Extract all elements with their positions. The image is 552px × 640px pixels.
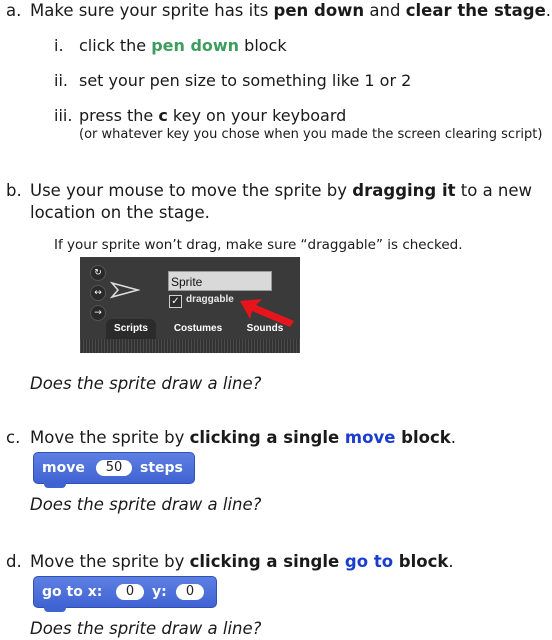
section-d-instruction bbox=[30, 551, 454, 573]
pen-down-keyword: pen down bbox=[151, 36, 240, 55]
step-iii-text bbox=[79, 105, 346, 127]
sprite-name-field[interactable]: Sprite bbox=[168, 271, 272, 291]
bold-text: block bbox=[395, 428, 451, 447]
scripts-area-grid bbox=[80, 339, 300, 353]
bold-pen-down: pen down bbox=[273, 1, 365, 20]
draggable-hint: If your sprite won’t drag, make sure “draggable” is checked. bbox=[54, 237, 463, 253]
block-notch bbox=[44, 607, 66, 612]
go-to-block[interactable] bbox=[33, 576, 217, 608]
tab-scripts[interactable]: Scripts bbox=[106, 319, 156, 341]
text: Make sure your sprite has its bbox=[30, 1, 274, 20]
rotate-style-icon[interactable]: ↻ bbox=[90, 265, 106, 281]
section-b-instruction-line2: location on the stage. bbox=[30, 203, 210, 222]
section-b-instruction bbox=[30, 180, 532, 202]
text: and bbox=[364, 1, 406, 20]
section-c-marker: c. bbox=[6, 428, 21, 447]
section-d-question: Does the sprite draw a line? bbox=[30, 619, 262, 638]
draggable-label: draggable bbox=[186, 294, 234, 305]
bold-clear-stage: clear the stage bbox=[405, 1, 546, 20]
text: click the bbox=[79, 36, 152, 55]
section-b-question: Does the sprite draw a line? bbox=[30, 374, 262, 393]
step-iii-note: (or whatever key you chose when you made the screen clearing script) bbox=[79, 127, 543, 142]
bold-dragging: dragging it bbox=[352, 181, 456, 200]
step-i-text bbox=[79, 35, 287, 57]
y-word: y: bbox=[152, 584, 167, 600]
bold-text: block bbox=[393, 552, 449, 571]
text: key on your keyboard bbox=[167, 106, 347, 125]
text: Move the sprite by bbox=[30, 428, 190, 447]
step-ii-text: set your pen size to something like 1 or 2 bbox=[79, 71, 412, 90]
text: Use your mouse to move the sprite by bbox=[30, 181, 353, 200]
draggable-checkbox[interactable]: ✓ bbox=[169, 295, 182, 308]
steps-input[interactable]: 50 bbox=[96, 460, 132, 476]
section-c-question: Does the sprite draw a line? bbox=[30, 495, 262, 514]
step-iii-marker: iii. bbox=[54, 106, 73, 125]
section-d-marker: d. bbox=[6, 552, 22, 571]
text: Move the sprite by bbox=[30, 552, 190, 571]
step-ii-marker: ii. bbox=[54, 71, 68, 90]
section-a-instruction bbox=[30, 0, 551, 22]
move-block[interactable] bbox=[33, 452, 195, 484]
x-input[interactable]: 0 bbox=[116, 584, 144, 600]
text: block bbox=[239, 36, 287, 55]
sprite-info-panel bbox=[80, 257, 300, 353]
step-i-marker: i. bbox=[54, 36, 64, 55]
tab-sounds[interactable]: Sounds bbox=[246, 323, 284, 334]
y-input[interactable]: 0 bbox=[176, 584, 204, 600]
text: press the bbox=[79, 106, 159, 125]
block-notch bbox=[44, 483, 66, 488]
tab-costumes[interactable]: Costumes bbox=[173, 323, 223, 334]
no-rotate-style-icon[interactable]: → bbox=[90, 305, 106, 321]
flip-style-icon[interactable]: ↔ bbox=[90, 285, 106, 301]
text: . bbox=[450, 428, 456, 447]
c-key: c bbox=[158, 106, 168, 125]
text: to a new bbox=[455, 181, 533, 200]
steps-word: steps bbox=[140, 460, 183, 476]
section-a-marker: a. bbox=[6, 1, 22, 20]
text: . bbox=[448, 552, 454, 571]
move-block-word: move bbox=[42, 460, 85, 476]
section-c-instruction bbox=[30, 427, 456, 449]
sprite-direction-icon bbox=[110, 281, 140, 299]
section-b-marker: b. bbox=[6, 181, 22, 200]
move-keyword: move bbox=[344, 428, 396, 447]
go-to-x-word: go to x: bbox=[42, 584, 103, 600]
bold-text: clicking a single bbox=[189, 428, 345, 447]
text: . bbox=[545, 1, 552, 20]
go-to-keyword: go to bbox=[344, 552, 394, 571]
bold-text: clicking a single bbox=[189, 552, 345, 571]
